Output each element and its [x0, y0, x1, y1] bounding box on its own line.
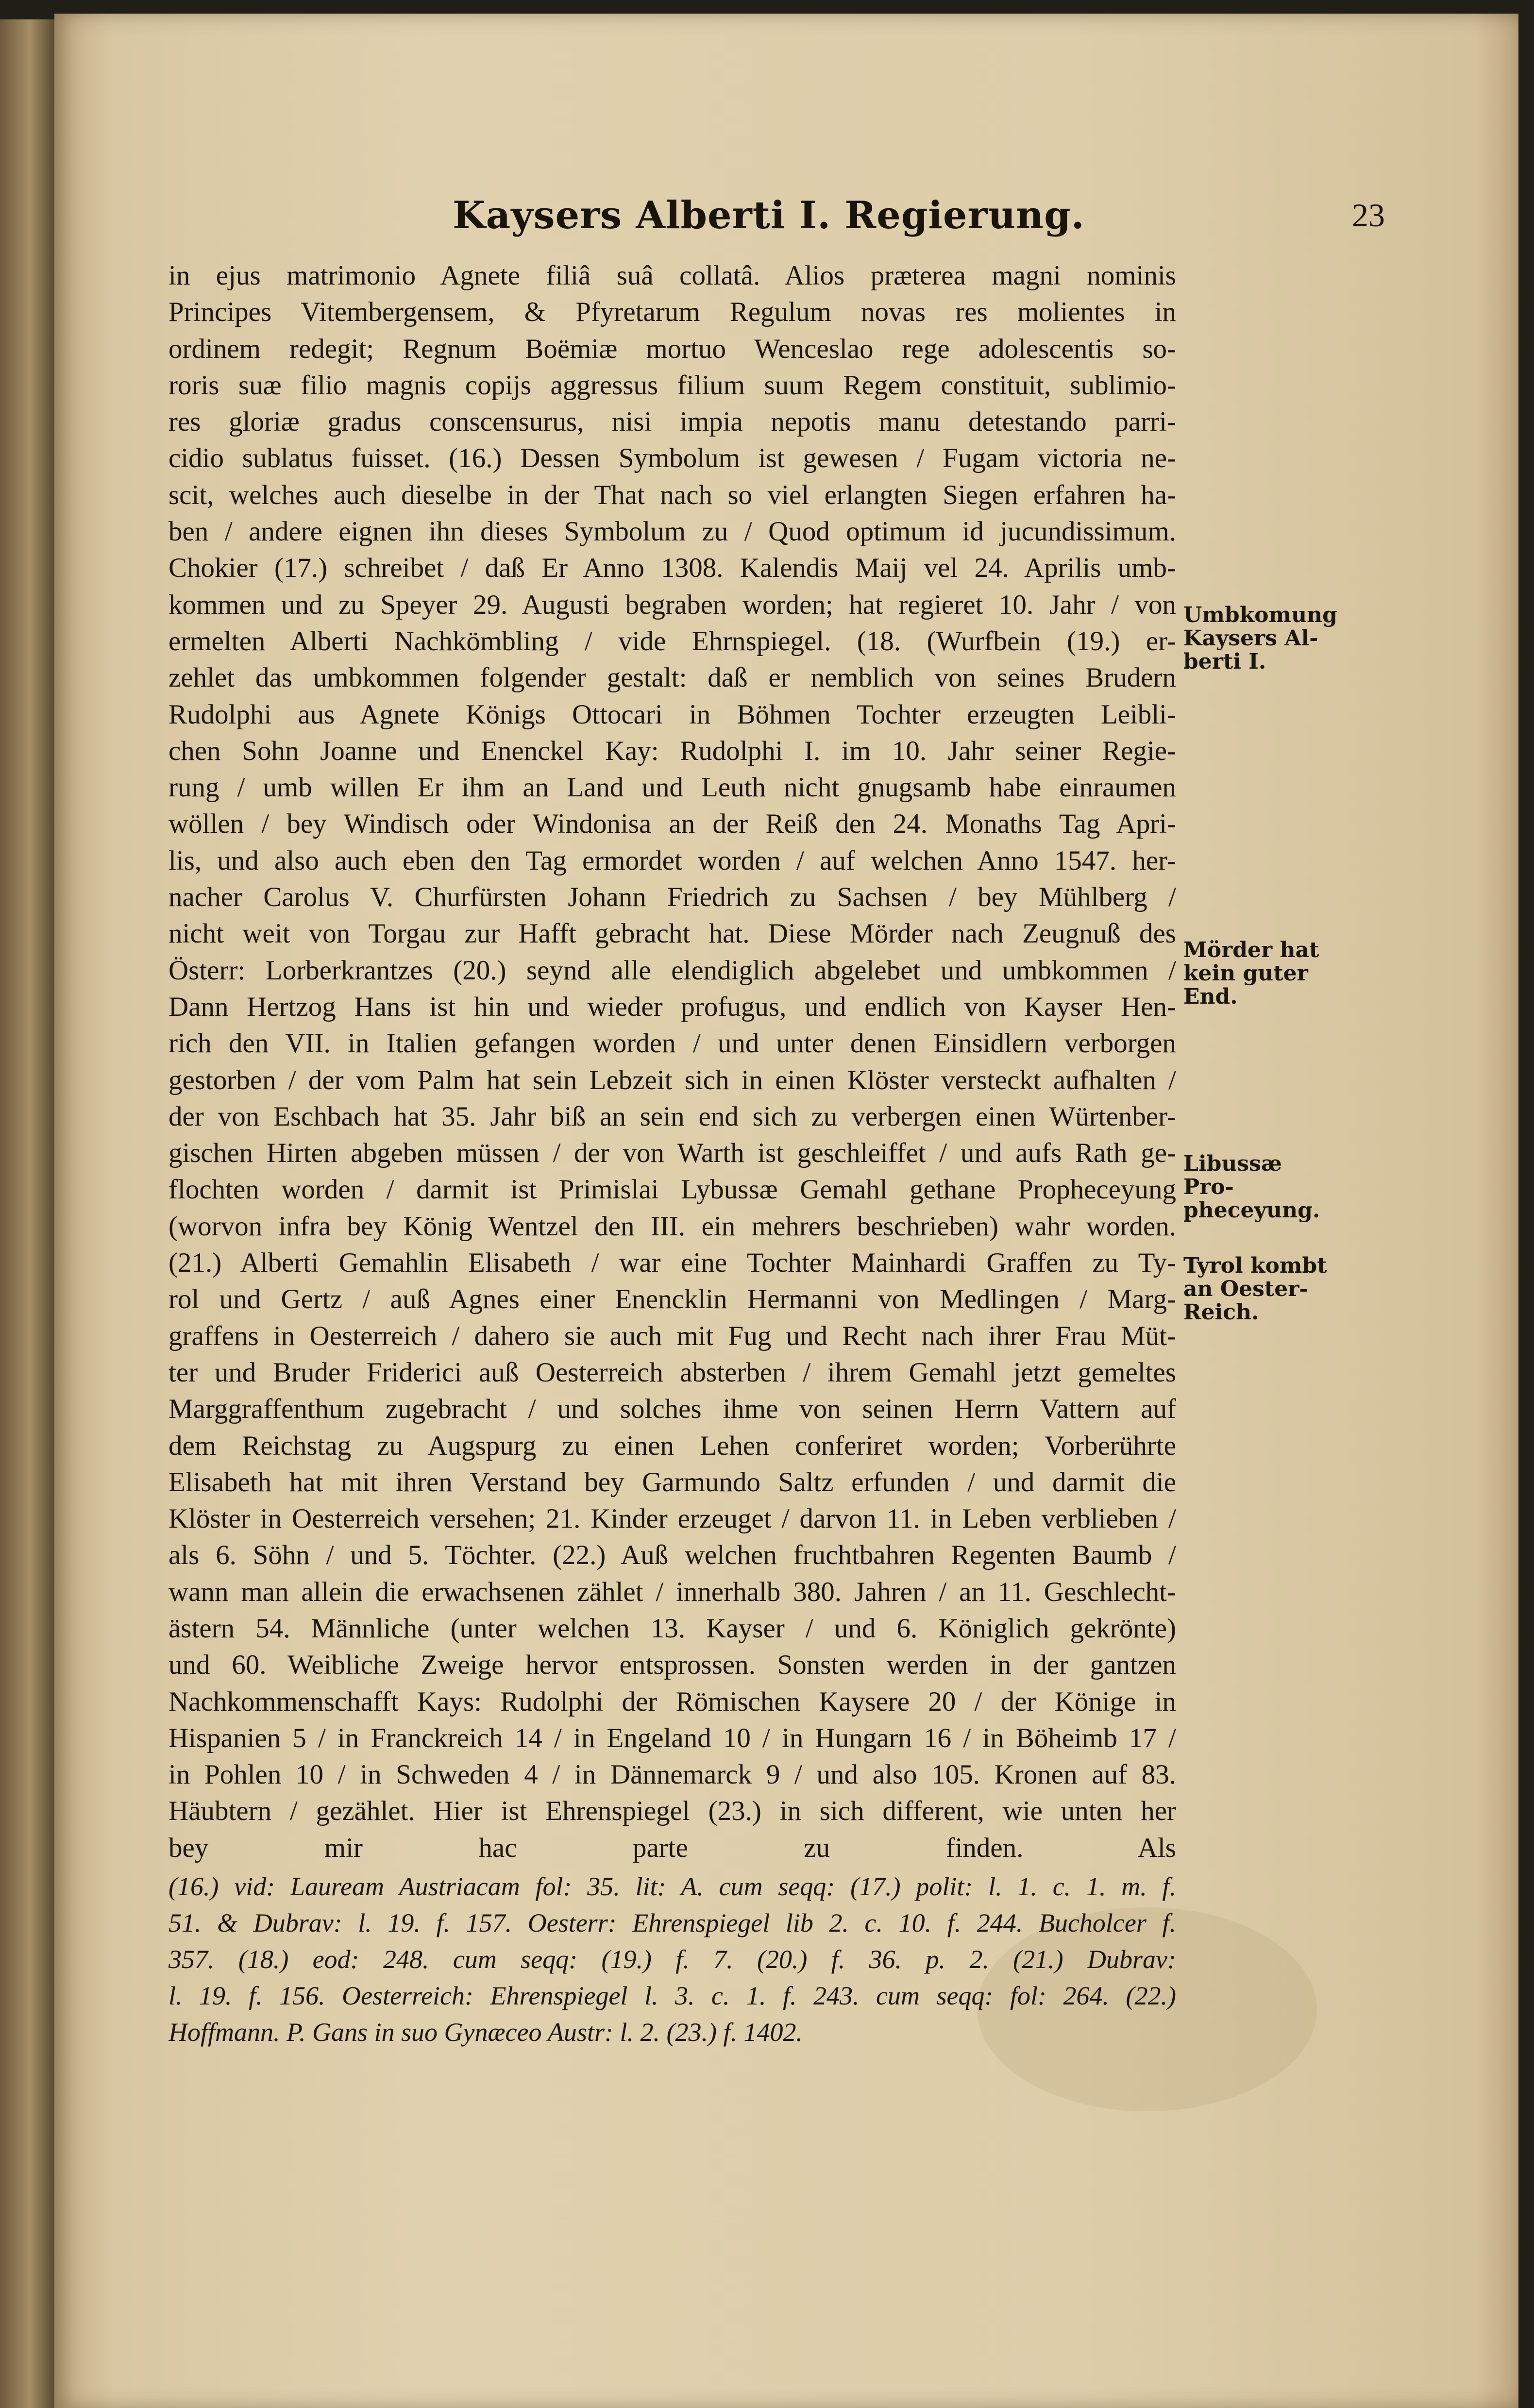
text-line: Marggraffenthum zugebracht / und solches ihme von seinen Herrn Vattern auf — [169, 1394, 1176, 1425]
text-line: Nachkommenschafft Kays: Rudolphi der Römischen Kaysere 20 / der Könige in — [169, 1686, 1176, 1717]
text-line: gischen Hirten abgeben müssen / der von Warth ist geschleiffet / und aufs Rath ge- — [169, 1138, 1176, 1169]
footnote-line: (16.) vid: Lauream Austriacam fol: 35. lit: A. cum seqq: (17.) polit: l. 1. c. 1. m. f. — [169, 1872, 1176, 1901]
page-title: Kaysers Alberti I. Regierung. — [453, 193, 1085, 237]
text-line: wöllen / bey Windisch oder Windonisa an der Reiß den 24. Monaths Tag Apri- — [169, 808, 1176, 840]
text-line: ermelten Alberti Nachkömbling / vide Ehrnspiegel. (18. (Wurfbein (19.) er- — [169, 625, 1176, 657]
marginal-note — [1183, 1254, 1329, 1324]
text-line: (worvon infra bey König Wentzel den III. ein mehrers beschrieben) wahr worden. — [169, 1211, 1176, 1242]
text-line: in Pohlen 10 / in Schweden 4 / in Dännemarck 9 / und also 105. Kronen auf 83. — [169, 1759, 1176, 1790]
text-line: kommen und zu Speyer 29. Augusti begraben worden; hat regieret 10. Jahr / von — [169, 589, 1176, 620]
main-text-block — [169, 257, 1176, 1866]
text-line: roris suæ filio magnis copijs aggressus filium suum Regem constituit, sublimio- — [169, 370, 1176, 401]
marginal-note — [1183, 603, 1337, 674]
text-line: Hispanien 5 / in Franckreich 14 / in Engeland 10 / in Hungarn 16 / in Böheimb 17 / — [169, 1722, 1176, 1753]
text-line: nacher Carolus V. Churfürsten Johann Friedrich zu Sachsen / bey Mühlberg / — [169, 882, 1176, 913]
text-line: graffens in Oesterreich / dahero sie auch mit Fug und Recht nach ihrer Frau Müt- — [169, 1320, 1176, 1351]
text-line: ben / andere eignen ihn dieses Symbolum zu / Quod optimum id jucundissimum. — [169, 516, 1176, 547]
text-line: als 6. Söhn / und 5. Töchter. (22.) Auß welchen fruchtbahren Regenten Baumb / — [169, 1540, 1176, 1571]
text-line: bey mir hac parte zu finden. Als — [169, 1832, 1176, 1863]
text-line: gestorben / der vom Palm hat sein Lebzeit sich in einen Klöster versteckt aufhalten / — [169, 1064, 1176, 1095]
footnote-line: Hoffmann. P. Gans in suo Gynæceo Austr: l. 2. (23.) f. 1402. — [169, 2018, 803, 2047]
text-line: wann man allein die erwachsenen zählet / innerhalb 380. Jahren / an 11. Geschlecht- — [169, 1576, 1176, 1607]
text-line: rol und Gertz / auß Agnes einer Enencklin Hermanni von Medlingen / Marg- — [169, 1284, 1176, 1315]
text-line: res gloriæ gradus conscensurus, nisi impia nepotis manu detestando parri- — [169, 406, 1176, 438]
footnote-line: l. 19. f. 156. Oesterreich: Ehrenspiegel l. 3. c. 1. f. 243. cum seqq: fol: 264. (22.) — [169, 1981, 1176, 2010]
text-line: dem Reichstag zu Augspurg zu einen Lehen conferiret worden; Vorberührte — [169, 1430, 1176, 1461]
text-line: flochten worden / darmit ist Primislai Lybussæ Gemahl gethane Propheceyung — [169, 1174, 1176, 1205]
footnote-line: 51. & Dubrav: l. 19. f. 157. Oesterr: Ehrenspiegel lib 2. c. 10. f. 244. Bucholcer f. — [169, 1908, 1176, 1937]
marginal-note-text: Tyrol kombt an Oester- Reich. — [1183, 1253, 1327, 1325]
text-line: in ejus matrimonio Agnete filiâ suâ collatâ. Alios præterea magni nominis — [169, 260, 1176, 291]
text-line: ästern 54. Männliche (unter welchen 13. Kayser / und 6. Königlich gekrönte) — [169, 1613, 1176, 1644]
text-line: lis, und also auch eben den Tag ermordet worden / auf welchen Anno 1547. her- — [169, 845, 1176, 876]
marginal-note-text: Mörder hat kein guter End. — [1183, 938, 1319, 1009]
text-line: Chokier (17.) schreibet / daß Er Anno 1308. Kalendis Maij vel 24. Aprilis umb- — [169, 553, 1176, 584]
footnotes — [169, 1869, 1176, 2051]
text-line: Klöster in Oesterreich versehen; 21. Kinder erzeuget / darvon 11. in Leben verblieben / — [169, 1503, 1176, 1534]
text-line: scit, welches auch dieselbe in der That nach so viel erlangten Siegen erfahren ha- — [169, 479, 1176, 510]
text-line: Elisabeth hat mit ihren Verstand bey Garmundo Saltz erfunden / und darmit die — [169, 1466, 1176, 1498]
text-line: Häubtern / gezählet. Hier ist Ehrenspiegel (23.) in sich different, wie unten her — [169, 1796, 1176, 1827]
text-line: ter und Bruder Friderici auß Oesterreich absterben / ihrem Gemahl jetzt gemeltes — [169, 1357, 1176, 1388]
marginal-note-text: Umbkomung Kaysers Al- berti I. — [1183, 603, 1337, 674]
running-head — [375, 193, 1385, 252]
facing-page-edge — [0, 19, 54, 2408]
text-line: nicht weit von Torgau zur Hafft gebracht hat. Diese Mörder nach Zeugnuß des — [169, 918, 1176, 949]
footnote-line: 357. (18.) eod: 248. cum seqq: (19.) f. 7. (20.) f. 36. p. 2. (21.) Dubrav: — [169, 1945, 1176, 1974]
page-number: 23 — [1352, 197, 1385, 234]
text-line: Rudolphi aus Agnete Königs Ottocari in Böhmen Tochter erzeugten Leibli- — [169, 699, 1176, 730]
text-line: ordinem redegit; Regnum Boëmiæ mortuo Wenceslao rege adolescentis so- — [169, 333, 1176, 364]
text-line: (21.) Alberti Gemahlin Elisabeth / war eine Tochter Mainhardi Graffen zu Ty- — [169, 1247, 1176, 1279]
text-line: rich den VII. in Italien gefangen worden / und unter denen Einsidlern verborgen — [169, 1028, 1176, 1059]
text-line: rung / umb willen Er ihm an Land und Leuth nicht gnugsamb habe einraumen — [169, 772, 1176, 803]
marginal-note — [1183, 1152, 1329, 1222]
text-line: cidio sublatus fuisset. (16.) Dessen Symbolum ist gewesen / Fugam victoria ne- — [169, 443, 1176, 474]
text-line: Dann Hertzog Hans ist hin und wieder profugus, und endlich von Kayser Hen- — [169, 991, 1176, 1022]
text-line: chen Sohn Joanne und Enenckel Kay: Rudolphi I. im 10. Jahr seiner Regie- — [169, 735, 1176, 766]
text-line: Principes Vitembergensem, & Pfyretarum Regulum novas res molientes in — [169, 297, 1176, 328]
marginal-note — [1183, 939, 1329, 1009]
text-line: zehlet das umbkommen folgender gestalt: daß er nemblich von seines Brudern — [169, 662, 1176, 693]
marginal-note-text: Libussæ Pro- pheceyung. — [1183, 1151, 1320, 1223]
text-line: Österr: Lorberkrantzes (20.) seynd alle elendiglich abgelebet und umbkommen / — [169, 955, 1176, 986]
book-page — [54, 14, 1518, 2408]
text-line: der von Eschbach hat 35. Jahr biß an sein end sich zu verbergen einen Würtenber- — [169, 1101, 1176, 1132]
text-line: und 60. Weibliche Zweige hervor entsprossen. Sonsten werden in der gantzen — [169, 1650, 1176, 1681]
